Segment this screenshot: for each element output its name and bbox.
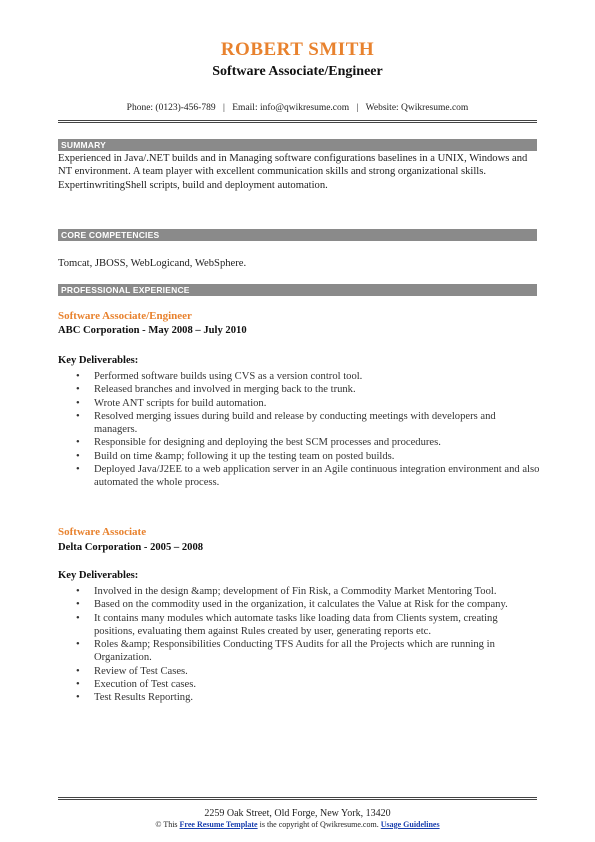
contact-line bbox=[0, 103, 595, 113]
candidate-title: Software Associate/Engineer bbox=[212, 64, 383, 79]
list-item: • Execution of Test cases. bbox=[76, 679, 197, 691]
contact-email: Email: info@qwikresume.com bbox=[232, 103, 350, 113]
list-item: • Wrote ANT scripts for build automation. bbox=[76, 397, 267, 409]
job-role: Software Associate bbox=[58, 526, 147, 538]
footer-address: 2259 Oak Street, Old Forge, New York, 13420 bbox=[204, 808, 391, 819]
job-role: Software Associate/Engineer bbox=[58, 310, 192, 322]
usage-guidelines-link[interactable]: Usage Guidelines bbox=[380, 820, 440, 829]
bullet-icon: • bbox=[76, 464, 80, 476]
contact-separator: | bbox=[222, 103, 225, 113]
list-item: • Resolved merging issues during build and release by conducting meetings with developers and managers. bbox=[76, 410, 496, 436]
list-item: • Review of Test Cases. bbox=[76, 665, 188, 677]
list-item: • It contains many modules which automate tasks like loading data from Clients system, creating positions, evaluating them against Rules created by user, generating reports etc. bbox=[76, 612, 498, 637]
list-item: • Released branches and involved in merging back to the trunk. bbox=[76, 384, 356, 396]
job-company: ABC Corporation - May 2008 – July 2010 bbox=[58, 325, 247, 336]
list-item: • Responsible for designing and deploying the best SCM processes and procedures. bbox=[76, 437, 441, 449]
bullet-icon: • bbox=[76, 665, 80, 677]
bullet-icon: • bbox=[76, 437, 80, 449]
bullet-icon: • bbox=[76, 410, 80, 422]
list-item: • Involved in the design &amp; development of Fin Risk, a Commodity Market Mentoring Tool. bbox=[76, 586, 497, 597]
section-heading-competencies: CORE COMPETENCIES bbox=[58, 229, 537, 241]
bullet-icon: • bbox=[76, 384, 80, 396]
summary-text: Experienced in Java/.NET builds and in Managing software configurations baselines in a UNIX, Windows and NT environment. A team player with excellent communication skills and strong organizational skills. ExpertinwritingShell scripts, build and deployment automation. bbox=[58, 153, 528, 191]
footer-copyright bbox=[0, 820, 595, 829]
contact-website: Website: Qwikresume.com bbox=[365, 103, 469, 113]
copyright-prefix: © This bbox=[155, 820, 178, 829]
bullet-icon: • bbox=[76, 599, 80, 611]
job-company: Delta Corporation - 2005 – 2008 bbox=[58, 542, 204, 553]
bullet-icon: • bbox=[76, 612, 80, 624]
bullet-icon: • bbox=[76, 639, 80, 651]
bullet-icon: • bbox=[76, 692, 80, 704]
footer-divider bbox=[58, 797, 537, 800]
bullet-icon: • bbox=[76, 679, 80, 691]
job-deliverables-list bbox=[58, 585, 540, 705]
bullet-icon: • bbox=[76, 450, 80, 462]
section-heading-summary: SUMMARY bbox=[58, 139, 537, 151]
bullet-icon: • bbox=[76, 371, 80, 382]
header-divider bbox=[58, 120, 537, 123]
copyright-middle: is the copyright of Qwikresume.com. bbox=[259, 820, 379, 829]
candidate-name: ROBERT SMITH bbox=[220, 39, 375, 60]
bullet-icon: • bbox=[76, 586, 80, 597]
competencies-text: Tomcat, JBOSS, WebLogicand, WebSphere. bbox=[58, 258, 247, 269]
key-deliverables-label: Key Deliverables: bbox=[58, 570, 139, 581]
contact-phone: Phone: (0123)-456-789 bbox=[126, 103, 216, 113]
key-deliverables-label: Key Deliverables: bbox=[58, 355, 139, 366]
job-deliverables-list bbox=[58, 370, 540, 490]
list-item: • Build on time &amp; following it up the testing team on posted builds. bbox=[76, 450, 395, 462]
list-item: • Roles &amp; Responsibilities Conducting TFS Audits for all the Projects which are running in Organization. bbox=[76, 639, 495, 664]
contact-separator: | bbox=[356, 103, 359, 113]
section-heading-experience: PROFESSIONAL EXPERIENCE bbox=[58, 284, 537, 296]
list-item: • Performed software builds using CVS as a version control tool. bbox=[76, 371, 363, 382]
list-item: • Test Results Reporting. bbox=[76, 692, 194, 704]
bullet-icon: • bbox=[76, 397, 80, 409]
list-item: • Deployed Java/J2EE to a web application server in an Agile continuous integration environment and also automated the whole process. bbox=[76, 464, 540, 489]
free-resume-template-link[interactable]: Free Resume Template bbox=[179, 820, 258, 829]
list-item: • Based on the commodity used in the organization, it calculates the Value at Risk for the company. bbox=[76, 599, 508, 611]
